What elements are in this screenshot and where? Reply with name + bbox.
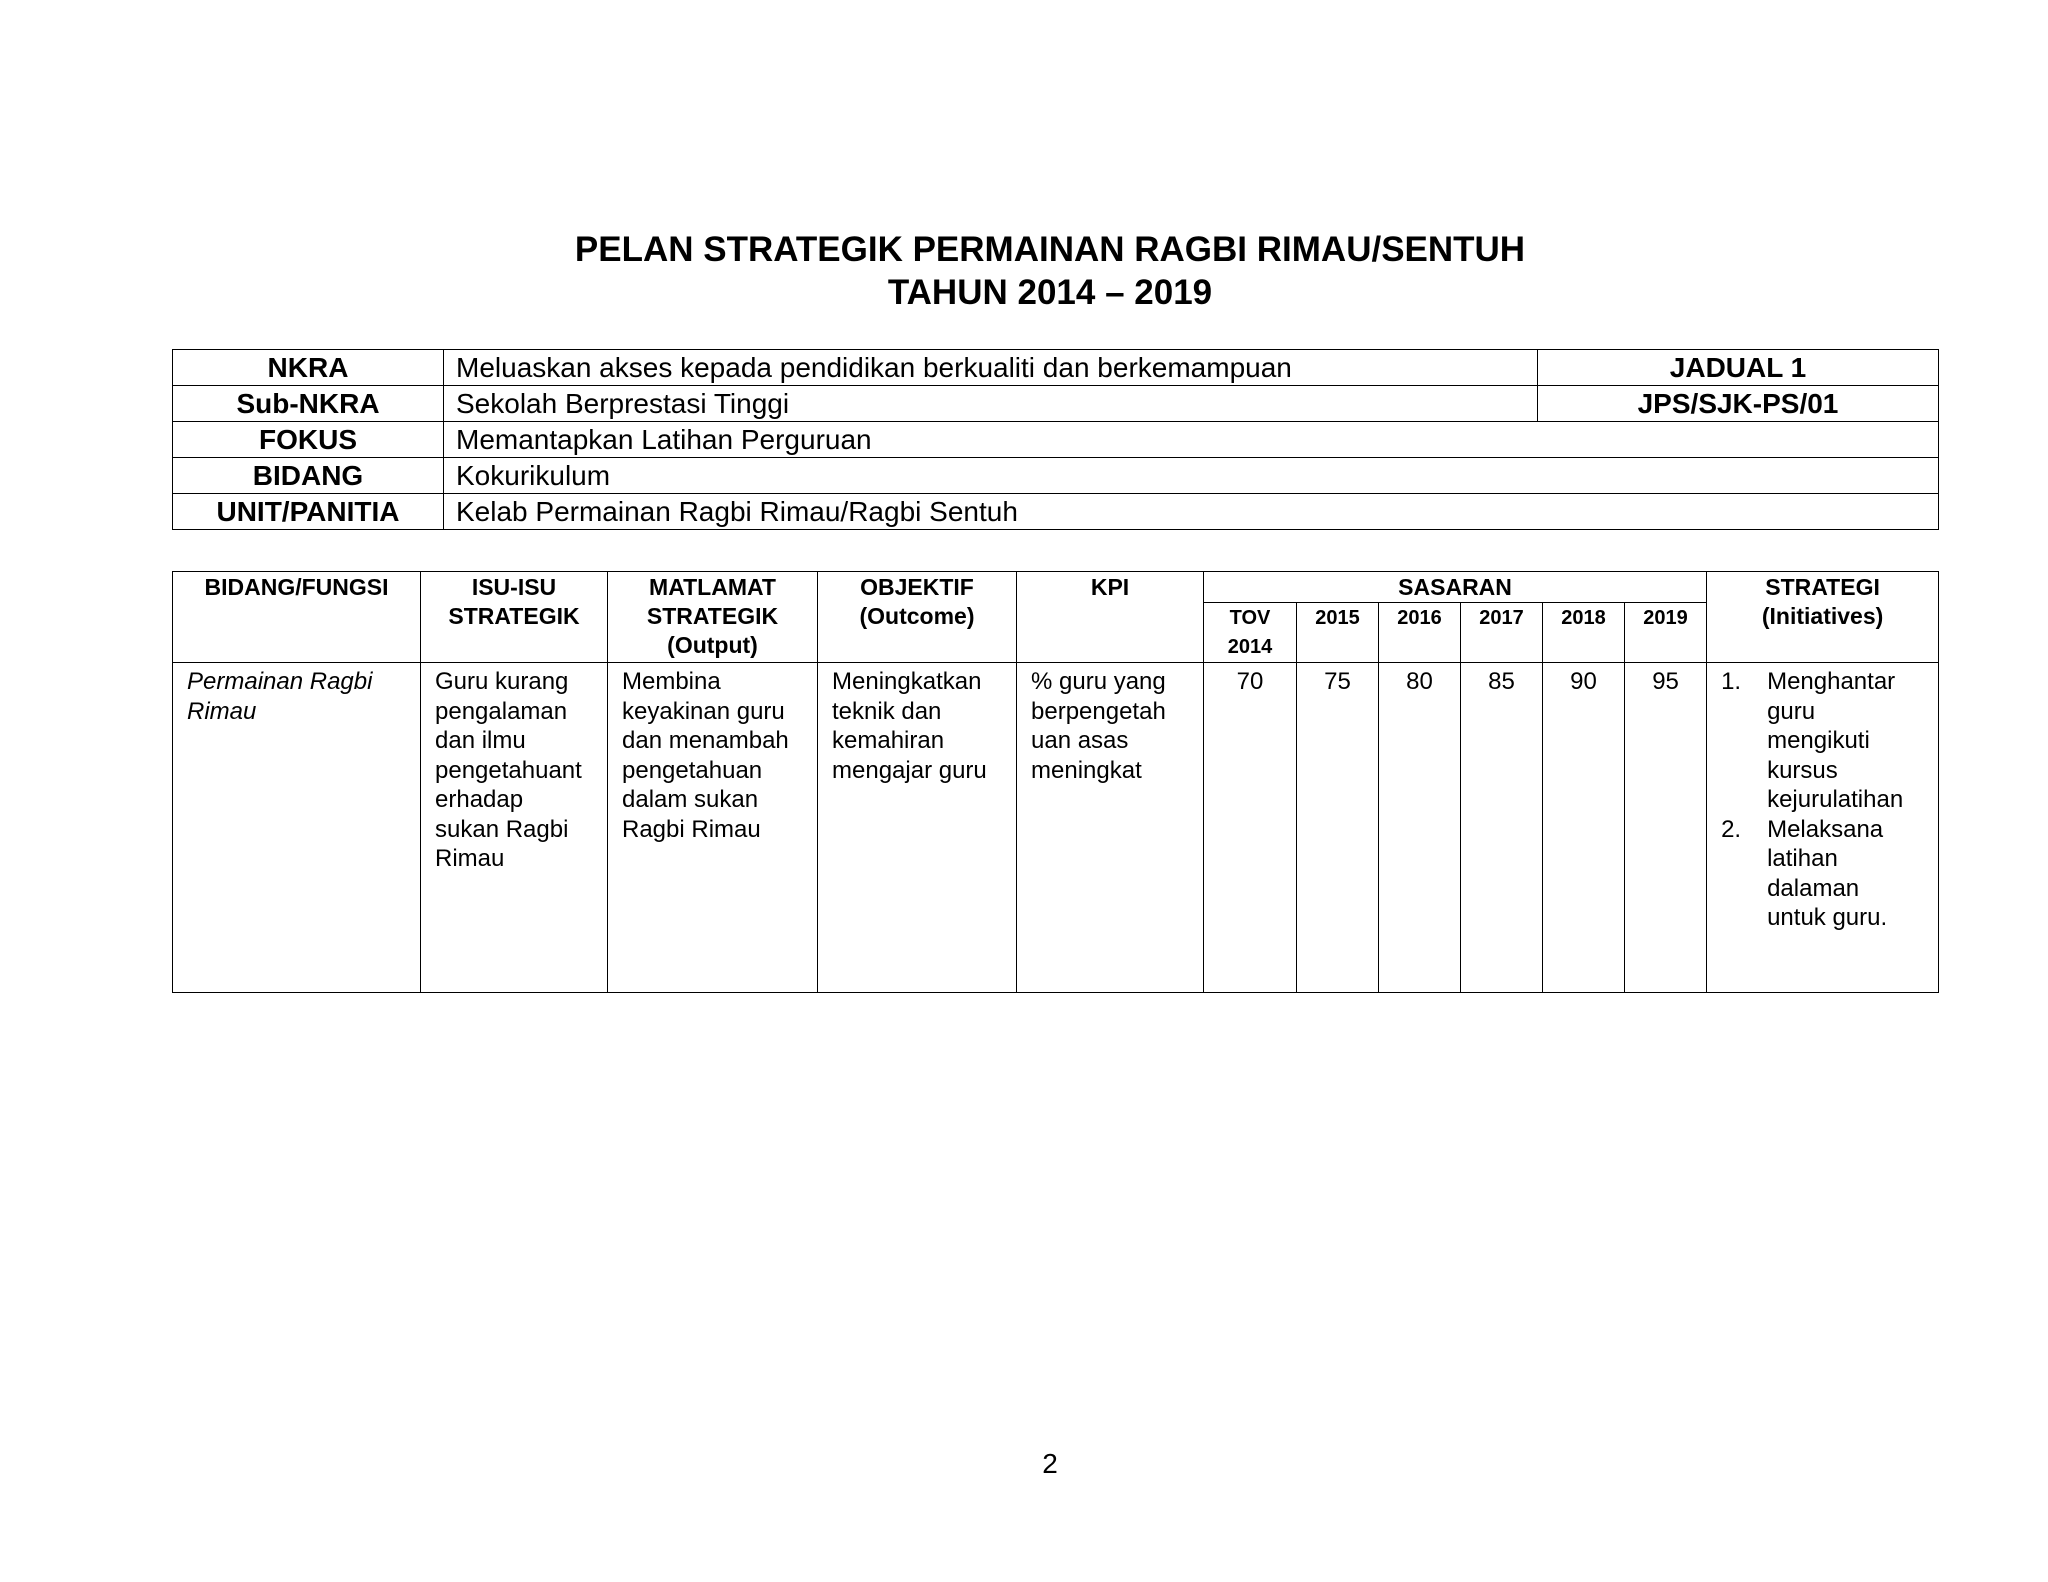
document-code: JPS/SJK-PS/01 [1538, 386, 1939, 422]
cell-kpi: % guru yang berpengetah uan asas meningkat [1017, 663, 1204, 993]
nkra-label: NKRA [173, 350, 444, 386]
header-tov-2014 [1204, 603, 1297, 663]
header-kpi [1017, 572, 1204, 663]
fokus-label: FOKUS [173, 422, 444, 458]
header-matlamat-line1: MATLAMAT [649, 574, 776, 600]
subnkra-label: Sub-NKRA [173, 386, 444, 422]
header-objektif [818, 572, 1017, 663]
strategic-plan-table [172, 571, 1939, 993]
header-tov-line2: 2014 [1227, 636, 1273, 658]
header-tov-line1: TOV [1229, 607, 1271, 629]
strategi-item-number: 2. [1721, 815, 1742, 843]
cell-matlamat-strategik: Membina keyakinan guru dan menambah pengetahuan dalam sukan Ragbi Rimau [608, 663, 818, 993]
subnkra-value: Sekolah Berprestasi Tinggi [444, 386, 1538, 422]
header-year-2017: 2017 [1461, 603, 1543, 663]
cell-objektif: Meningkatkan teknik dan kemahiran mengajar guru [818, 663, 1017, 993]
info-row-bidang [173, 458, 1939, 494]
info-row-nkra [173, 350, 1939, 386]
header-strategi [1707, 572, 1939, 663]
header-year-2015: 2015 [1297, 603, 1379, 663]
header-bidang-text: BIDANG/FUNGSI [204, 574, 389, 600]
page-number: 2 [1042, 1448, 1058, 1479]
header-isu-strategik [421, 572, 608, 663]
info-row-fokus [173, 422, 1939, 458]
bidang-value: Kokurikulum [444, 458, 1939, 494]
cell-bidang-fungsi: Permainan Ragbi Rimau [173, 663, 421, 993]
cell-tov-2014: 70 [1204, 663, 1297, 993]
header-matlamat-strategik [608, 572, 818, 663]
cell-target-2015: 75 [1297, 663, 1379, 993]
info-row-subnkra [173, 386, 1939, 422]
header-bidang-fungsi [173, 572, 421, 663]
strategi-item [1721, 667, 1932, 815]
cell-strategi [1707, 663, 1939, 993]
cell-target-2018: 90 [1543, 663, 1625, 993]
strategi-list [1721, 667, 1932, 933]
header-matlamat-line2: STRATEGIK [646, 603, 779, 629]
header-sasaran-text: SASARAN [1398, 574, 1512, 600]
header-strategi-line1: STRATEGI [1765, 574, 1880, 600]
bidang-label: BIDANG [173, 458, 444, 494]
cell-target-2017: 85 [1461, 663, 1543, 993]
unit-value: Kelab Permainan Ragbi Rimau/Ragbi Sentuh [444, 494, 1939, 530]
header-year-2018: 2018 [1543, 603, 1625, 663]
strategi-item-number: 1. [1721, 668, 1742, 695]
jadual-label: JADUAL 1 [1538, 350, 1939, 386]
strategi-item-text: Menghantar guru mengikuti kursus kejurulatihan [1767, 668, 1904, 813]
header-year-2019: 2019 [1625, 603, 1707, 663]
info-row-unit [173, 494, 1939, 530]
info-table [172, 349, 1939, 530]
header-kpi-text: KPI [1090, 574, 1130, 600]
document-title: PELAN STRATEGIK PERMAINAN RAGBI RIMAU/SENTUH [574, 230, 1526, 269]
strategi-item-text: Melaksana latihan dalaman untuk guru. [1767, 815, 1888, 931]
header-isu-line1: ISU-ISU [471, 574, 557, 600]
fokus-value: Memantapkan Latihan Perguruan [444, 422, 1939, 458]
header-sasaran [1204, 572, 1707, 603]
document-subtitle-year: TAHUN 2014 – 2019 [887, 273, 1213, 312]
cell-target-2019: 95 [1625, 663, 1707, 993]
header-objektif-line1: OBJEKTIF [860, 574, 974, 600]
table-header-row [173, 572, 1939, 603]
header-year-2016: 2016 [1379, 603, 1461, 663]
header-isu-line2: STRATEGIK [448, 603, 580, 629]
cell-target-2016: 80 [1379, 663, 1461, 993]
strategi-item [1721, 815, 1932, 933]
cell-isu-strategik: Guru kurang pengalaman dan ilmu pengetahuant erhadap sukan Ragbi Rimau [421, 663, 608, 993]
header-matlamat-line3: (Output) [667, 632, 758, 658]
header-strategi-line2: (Initiatives) [1761, 603, 1884, 629]
header-objektif-line2: (Outcome) [859, 603, 975, 629]
unit-label: UNIT/PANITIA [173, 494, 444, 530]
table-row [173, 663, 1939, 993]
nkra-value: Meluaskan akses kepada pendidikan berkualiti dan berkemampuan [444, 350, 1538, 386]
